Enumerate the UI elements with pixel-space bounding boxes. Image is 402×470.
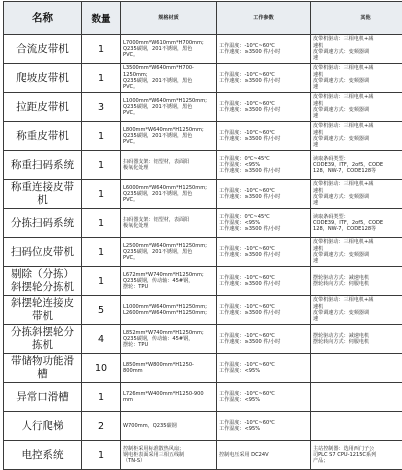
params-line: 控制电压采用 DC24V [219, 452, 308, 458]
cell-other [311, 93, 402, 122]
params-line: 工作速度：≥3500 件/小时 [219, 168, 308, 174]
table-row [4, 151, 402, 180]
params-line: 工作速度：≥3500 件/小时 [219, 49, 308, 55]
cell-params [217, 296, 311, 325]
cell-other [311, 412, 402, 441]
params-line: 工作温度：-10℃~60℃ [219, 246, 308, 252]
cell-spec [121, 35, 217, 64]
other-line: 皮带调速方式：变频器调 [313, 49, 402, 55]
params-line: 工作湿度：<95% [219, 368, 308, 374]
spec-line: L800mm*W640mm*H1250mm; [123, 127, 214, 133]
header-qty: 数量 [82, 2, 121, 35]
other-line: 速机 [313, 188, 402, 194]
other-line: 皮带调速方式：变频器调 [313, 136, 402, 142]
other-line: 速 [313, 55, 402, 61]
other-line: 皮带机驱动：三相电机+减 [313, 36, 402, 42]
spec-line: 极氧化处理 [123, 165, 214, 171]
spec-line: Q235碳钢，201不锈钢，黑色 [123, 78, 214, 84]
header-name: 名称 [4, 2, 82, 35]
cell-params [217, 35, 311, 64]
table-header-row [4, 2, 402, 35]
spec-line: L3500mm*W640mm*H700- [123, 65, 214, 71]
cell-name: 分拣扫码系统 [4, 209, 82, 238]
spec-line: Q235碳钢，201不锈钢，黑色 [123, 249, 214, 255]
cell-params [217, 209, 311, 238]
other-line: 128，NW-7，CODE128等 [313, 226, 402, 232]
spec-line: 极氧化处理 [123, 223, 214, 229]
other-line: 产品； [313, 458, 402, 464]
params-line: 工作速度：≥3500 件/小时 [219, 339, 308, 345]
table-row [4, 296, 402, 325]
header-other: 其他 [311, 2, 402, 35]
cell-name: 合流皮带机 [4, 35, 82, 64]
spec-line: 扫码器支架：铝型材，表面阳 [123, 159, 214, 165]
params-line: 工作速度：≥3500 件/小时 [219, 252, 308, 258]
cell-name: 爬坡皮带机 [4, 64, 82, 93]
cell-other [311, 383, 402, 412]
table-row [4, 354, 402, 383]
cell-name: 称重扫码系统 [4, 151, 82, 180]
cell-other [311, 267, 402, 296]
spec-line: L726mm*W400mm*H1250-900 [123, 391, 214, 397]
other-line: 速机 [313, 72, 402, 78]
spec-line: PVC。 [123, 110, 214, 116]
other-line: 皮带机驱动：三相电机+减 [313, 94, 402, 100]
table-row [4, 209, 402, 238]
params-line: 工作温度：-10℃~60℃ [219, 275, 308, 281]
cell-other [311, 238, 402, 267]
other-line: 读取条码类型： [313, 214, 402, 220]
cell-other [311, 354, 402, 383]
spec-line: PVC。 [123, 139, 214, 145]
other-line: 皮带机驱动：三相电机+减 [313, 297, 402, 303]
other-line: 摆轮驱动方式：减速电机 [313, 275, 402, 281]
cell-qty: 5 [82, 296, 121, 325]
table-row [4, 122, 402, 151]
cell-spec [121, 354, 217, 383]
params-line: 工作温度：0℃~45℃ [219, 214, 308, 220]
spec-line: PVC。 [123, 52, 214, 58]
table-row [4, 180, 402, 209]
cell-params [217, 238, 311, 267]
other-line: 速 [313, 258, 402, 264]
params-line: 工作速度：≥3500 件/小时 [219, 136, 308, 142]
other-line: 速 [313, 316, 402, 322]
cell-other [311, 122, 402, 151]
params-line: 工作湿度：<95% [219, 162, 308, 168]
params-line: 工作速度：≥3500 件/小时 [219, 194, 308, 200]
cell-name: 电控系统 [4, 441, 82, 470]
params-line: 工作温度：-10℃~60℃ [219, 333, 308, 339]
table-row [4, 35, 402, 64]
other-line: 速机 [313, 101, 402, 107]
spec-line: 摆轮：TPU [123, 342, 214, 348]
cell-spec [121, 238, 217, 267]
params-line: 工作温度：-10℃~60℃ [219, 391, 308, 397]
params-line: 工作温度：0℃~45℃ [219, 156, 308, 162]
table-row [4, 267, 402, 296]
other-line: CODE39，ITF，2of5，CODE [313, 220, 402, 226]
cell-qty: 3 [82, 93, 121, 122]
cell-qty: 2 [82, 412, 121, 441]
cell-qty: 1 [82, 441, 121, 470]
cell-other [311, 64, 402, 93]
cell-params [217, 267, 311, 296]
params-line: 工作温度：-10℃~60℃ [219, 362, 308, 368]
params-line: 工作温度：-10℃~60℃ [219, 304, 308, 310]
spec-line: W700mm，Q235碳钢 [123, 423, 214, 429]
cell-qty: 1 [82, 122, 121, 151]
cell-name: 称重连接皮带机 [4, 180, 82, 209]
other-line: 速机 [313, 43, 402, 49]
cell-qty: 1 [82, 267, 121, 296]
other-line: 皮带调速方式：变频器调 [313, 310, 402, 316]
cell-qty: 1 [82, 209, 121, 238]
other-line: 速机 [313, 246, 402, 252]
cell-spec [121, 93, 217, 122]
spec-line: Q235碳钢，传动轴：45#钢， [123, 278, 214, 284]
cell-spec [121, 296, 217, 325]
params-line: 工作速度：≥3500 件/小时 [219, 281, 308, 287]
cell-name: 人行爬梯 [4, 412, 82, 441]
cell-other [311, 151, 402, 180]
cell-spec [121, 122, 217, 151]
spec-line: L1000mm*W640mm*H1250mm; [123, 98, 214, 104]
cell-spec [121, 209, 217, 238]
table-body [4, 35, 402, 470]
params-line: 工作湿度：<95% [219, 220, 308, 226]
cell-params [217, 412, 311, 441]
other-line: 主站控制器：选用西门子公 [313, 446, 402, 452]
table-row [4, 64, 402, 93]
other-line: 速 [313, 200, 402, 206]
params-line: 工作速度：≥3500 件/小时 [219, 226, 308, 232]
params-line: 工作温度：-10℃~60℃ [219, 101, 308, 107]
spec-line: Q235碳钢，201不锈钢，黑色 [123, 191, 214, 197]
spec-line: L672mm*W740mm*H1250mm; [123, 272, 214, 278]
cell-spec [121, 412, 217, 441]
header-spec: 规格材质 [121, 2, 217, 35]
cell-spec [121, 151, 217, 180]
cell-qty: 10 [82, 354, 121, 383]
cell-params [217, 151, 311, 180]
cell-other [311, 325, 402, 354]
params-line: 工作温度：-10℃~60℃ [219, 130, 308, 136]
params-line: 工作温度：-10℃~60℃ [219, 72, 308, 78]
other-line: 皮带机驱动：三相电机+减 [313, 181, 402, 187]
spec-line: L2600mm*W640mm*H1250mm; [123, 310, 214, 316]
cell-qty: 4 [82, 325, 121, 354]
spec-line: PVC。 [123, 84, 214, 90]
cell-name: 拉距皮带机 [4, 93, 82, 122]
cell-spec [121, 441, 217, 470]
cell-other [311, 296, 402, 325]
spec-line: 钢电柜表面采用三相五线制 [123, 452, 214, 458]
cell-qty: 1 [82, 64, 121, 93]
cell-qty: 1 [82, 383, 121, 412]
spec-line: 1250mm; [123, 72, 214, 78]
cell-spec [121, 325, 217, 354]
cell-name: 称重皮带机 [4, 122, 82, 151]
params-line: 工作速度：≥3500 件/小时 [219, 78, 308, 84]
spec-line: 摆轮：TPU [123, 284, 214, 290]
other-line: 128，NW-7，CODE128等 [313, 168, 402, 174]
other-line: 速 [313, 113, 402, 119]
other-line: 皮带机驱动：三相电机+减 [313, 123, 402, 129]
cell-name: 带储物功能滑槽 [4, 354, 82, 383]
spec-line: （TN-S） [123, 458, 214, 464]
spec-line: L7000mm*W610mm*H700mm; [123, 40, 214, 46]
spec-line: PVC。 [123, 197, 214, 203]
params-line: 工作温度：-10℃~60℃ [219, 420, 308, 426]
table-row [4, 238, 402, 267]
table-row [4, 412, 402, 441]
cell-qty: 1 [82, 35, 121, 64]
other-line: 皮带调速方式：变频器调 [313, 107, 402, 113]
cell-spec [121, 267, 217, 296]
cell-params [217, 180, 311, 209]
table-row [4, 325, 402, 354]
spec-line: PVC。 [123, 255, 214, 261]
other-line: 司PLC S7 CPU-1215C系列 [313, 452, 402, 458]
spec-line: L852mm*W740mm*H1250mm; [123, 330, 214, 336]
spec-line: mm [123, 397, 214, 403]
spec-line: L6000mm*W640mm*H1250mm; [123, 185, 214, 191]
other-line: 摆轮转向方式：伺服电机 [313, 339, 402, 345]
params-line: 工作湿度：<95% [219, 426, 308, 432]
other-line: 皮带调速方式：变频器调 [313, 78, 402, 84]
cell-spec [121, 180, 217, 209]
other-line: CODE39，ITF，2of5，CODE [313, 162, 402, 168]
cell-name: 斜摆轮连接皮带机 [4, 296, 82, 325]
params-line: 工作速度：≥3500 件/小时 [219, 310, 308, 316]
other-line: 皮带机驱动：三相电机+减 [313, 239, 402, 245]
spec-line: 控制柜采用标准散热风扇； [123, 446, 214, 452]
other-line: 皮带调速方式：变频器调 [313, 194, 402, 200]
cell-qty: 1 [82, 151, 121, 180]
cell-other [311, 180, 402, 209]
cell-params [217, 383, 311, 412]
other-line: 速机 [313, 130, 402, 136]
cell-params [217, 441, 311, 470]
other-line: 摆轮转向方式：伺服电机 [313, 281, 402, 287]
table-row [4, 93, 402, 122]
cell-other [311, 35, 402, 64]
cell-params [217, 354, 311, 383]
params-line: 工作速度：≥3500 件/小时 [219, 107, 308, 113]
params-line: 工作温度：-10℃~60℃ [219, 188, 308, 194]
spec-line: Q235碳钢，201不锈钢，黑色 [123, 46, 214, 52]
other-line: 读取条码类型： [313, 156, 402, 162]
cell-other [311, 209, 402, 238]
spec-line: L850mm*W800mm*H1250- [123, 362, 214, 368]
params-line: 工作温度：-10℃~60℃ [219, 43, 308, 49]
spec-line: Q235碳钢，传动轴：45#钢， [123, 336, 214, 342]
cell-spec [121, 383, 217, 412]
cell-name: 扫码位皮带机 [4, 238, 82, 267]
table-row [4, 441, 402, 470]
other-line: 速机 [313, 304, 402, 310]
equipment-spec-table [3, 1, 402, 470]
cell-qty: 1 [82, 238, 121, 267]
other-line: 速 [313, 142, 402, 148]
cell-other [311, 441, 402, 470]
other-line: 皮带调速方式：变频器调 [313, 252, 402, 258]
spec-table-container [3, 1, 399, 450]
cell-spec [121, 64, 217, 93]
header-params: 工作参数 [217, 2, 311, 35]
params-line: 工作湿度：<95% [219, 397, 308, 403]
cell-name: 分拣斜摆轮分拣机 [4, 325, 82, 354]
spec-line: 扫码器支架：铝型材，表面阳 [123, 217, 214, 223]
spec-line: Q235碳钢，201不锈钢，黑色 [123, 133, 214, 139]
cell-name: 异常口滑槽 [4, 383, 82, 412]
other-line: 摆轮驱动方式：减速电机 [313, 333, 402, 339]
spec-line: 800mm [123, 368, 214, 374]
cell-qty: 1 [82, 180, 121, 209]
cell-params [217, 122, 311, 151]
other-line: 皮带机驱动：三相电机+减 [313, 65, 402, 71]
cell-params [217, 64, 311, 93]
cell-params [217, 93, 311, 122]
spec-line: Q235碳钢，201不锈钢，黑色 [123, 104, 214, 110]
spec-line: L1000mm*W640mm*H1250mm; [123, 304, 214, 310]
table-row [4, 383, 402, 412]
cell-name: 剔除（分拣）斜摆轮分拣机 [4, 267, 82, 296]
spec-line: L2500mm*W640mm*H1250mm; [123, 243, 214, 249]
cell-params [217, 325, 311, 354]
other-line: 速 [313, 84, 402, 90]
